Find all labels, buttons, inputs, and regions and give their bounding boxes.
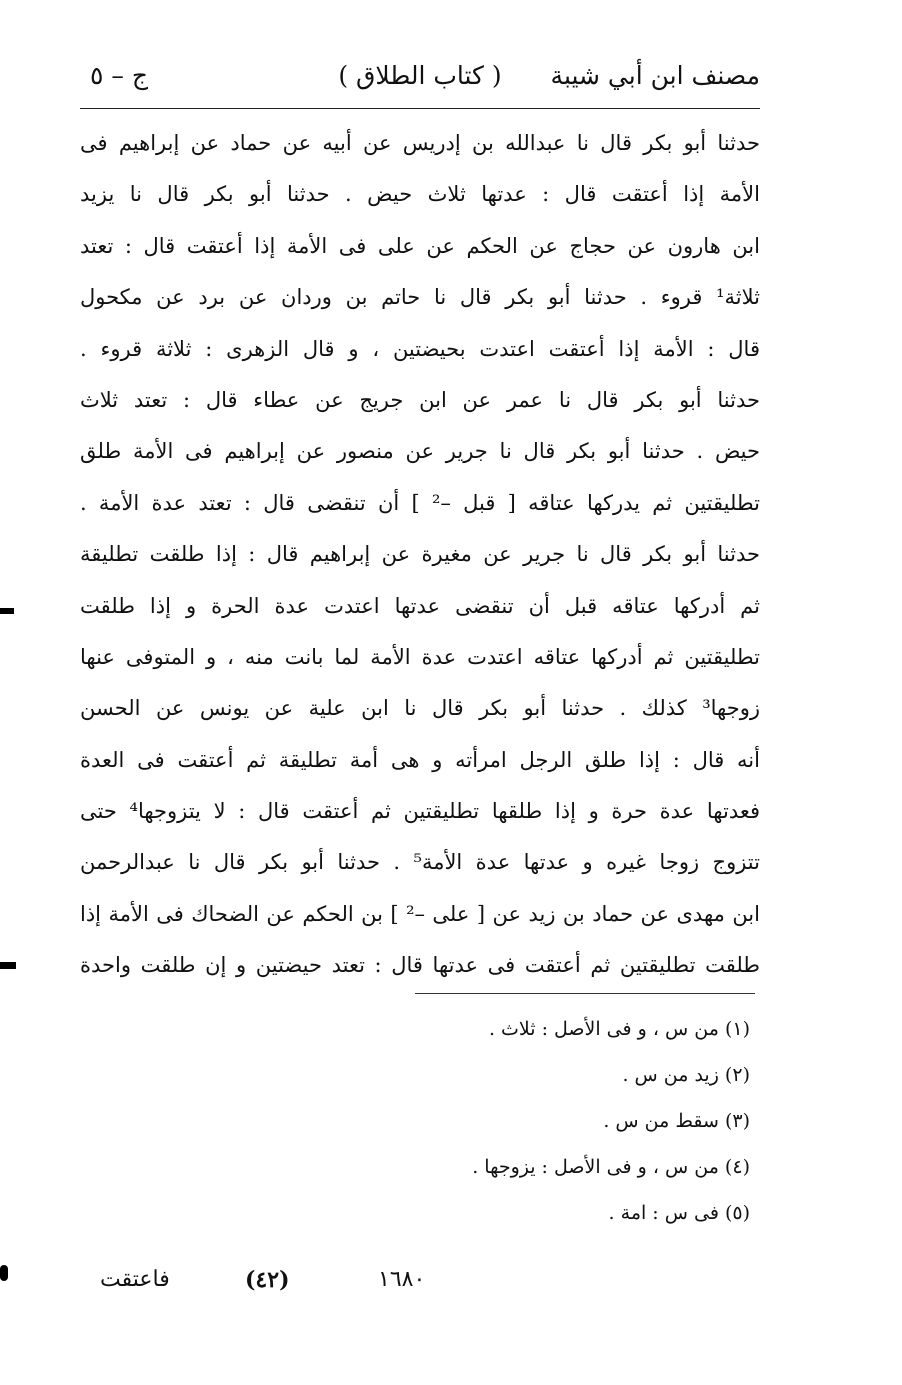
footnote-separator [415,993,755,994]
chapter-title: ( كتاب الطلاق ) [338,61,502,90]
text-line: طلقت تطليقتين ثم أعتقت فى عدتها قال : تعتد حيضتين و إن طلقت واحدة [80,953,760,978]
header-rule [80,108,760,109]
footnote: (٥) فى س : امة . [608,1202,750,1224]
text-line: ابن مهدى عن حماد بن زيد عن [ على –² ] بن الحكم عن الضحاك فى الأمة إذا [80,901,760,926]
footnote: (٤) من س ، و فى الأصل : يزوجها . [472,1156,750,1178]
footnote: (٣) سقط من س . [603,1110,750,1132]
scan-edge-mark [0,608,14,614]
text-line: حدثنا أبو بكر قال نا جرير عن مغيرة عن إبراهيم قال : إذا طلقت تطليقة [80,542,760,567]
footnotes [300,1006,750,1236]
footnote: (١) من س ، و فى الأصل : ثلاث . [488,1018,750,1040]
text-line: تطليقتين ثم أدركها عتاقه اعتدت عدة الأمة لما بانت منه ، و المتوفى عنها [80,644,760,669]
text-line: حدثنا أبو بكر قال نا عبدالله بن إدريس عن أبيه عن حماد عن إبراهيم فى [80,131,760,155]
page-footer [80,1262,760,1302]
text-line: تتزوج زوجا غيره و عدتها عدة الأمة⁵ . حدثنا أبو بكر قال نا عبدالرحمن [80,850,760,875]
catchword: فاعتقت [100,1267,170,1292]
text-line: زوجها³ كذلك . حدثنا أبو بكر قال نا ابن علية عن يونس عن الحسن [80,696,760,721]
text-line: ثلاثة¹ قروء . حدثنا أبو بكر قال نا حاتم بن وردان عن برد عن مكحول [80,285,760,310]
page-number: (٤٢) [245,1267,290,1293]
text-line: أنه قال : إذا طلق الرجل امرأته و هى أمة تطليقة ثم أعتقت فى العدة [80,747,760,772]
text-line: حيض . حدثنا أبو بكر قال نا جرير عن منصور عن إبراهيم فى الأمة طلق [80,439,760,464]
volume-label: ج – ٥ [90,61,148,90]
footnote: (٢) زيد من س . [622,1064,750,1086]
running-header [80,56,760,100]
scan-edge-mark [0,962,16,969]
text-line: تطليقتين ثم يدركها عتاقه [ قبل –² ] أن تنقضى قال : تعتد عدة الأمة . [80,490,760,515]
sequence-number: ١٦٨٠ [378,1267,426,1292]
text-line: ثم أدركها عتاقه قبل أن تنقضى عدتها اعتدت عدة الحرة و إذا طلقت [80,593,760,618]
scan-edge-mark [0,1265,8,1281]
text-line: ابن هارون عن حجاج عن الحكم عن على فى الأمة إذا أعتقت قال : تعتد [80,233,760,258]
book-title: مصنف ابن أبي شيبة [550,61,760,90]
text-line: فعدتها عدة حرة و إذا طلقها تطليقتين ثم أعتقت قال : لا يتزوجها⁴ حتى [80,799,760,824]
main-text [80,118,760,992]
text-line: حدثنا أبو بكر قال نا عمر عن ابن جريج عن عطاء قال : تعتد ثلاث [80,387,760,412]
text-line: قال : الأمة إذا أعتقت اعتدت بحيضتين ، و قال الزهرى : ثلاثة قروء . [80,336,760,361]
text-line: الأمة إذا أعتقت قال : عدتها ثلاث حيض . حدثنا أبو بكر قال نا يزيد [80,182,760,207]
